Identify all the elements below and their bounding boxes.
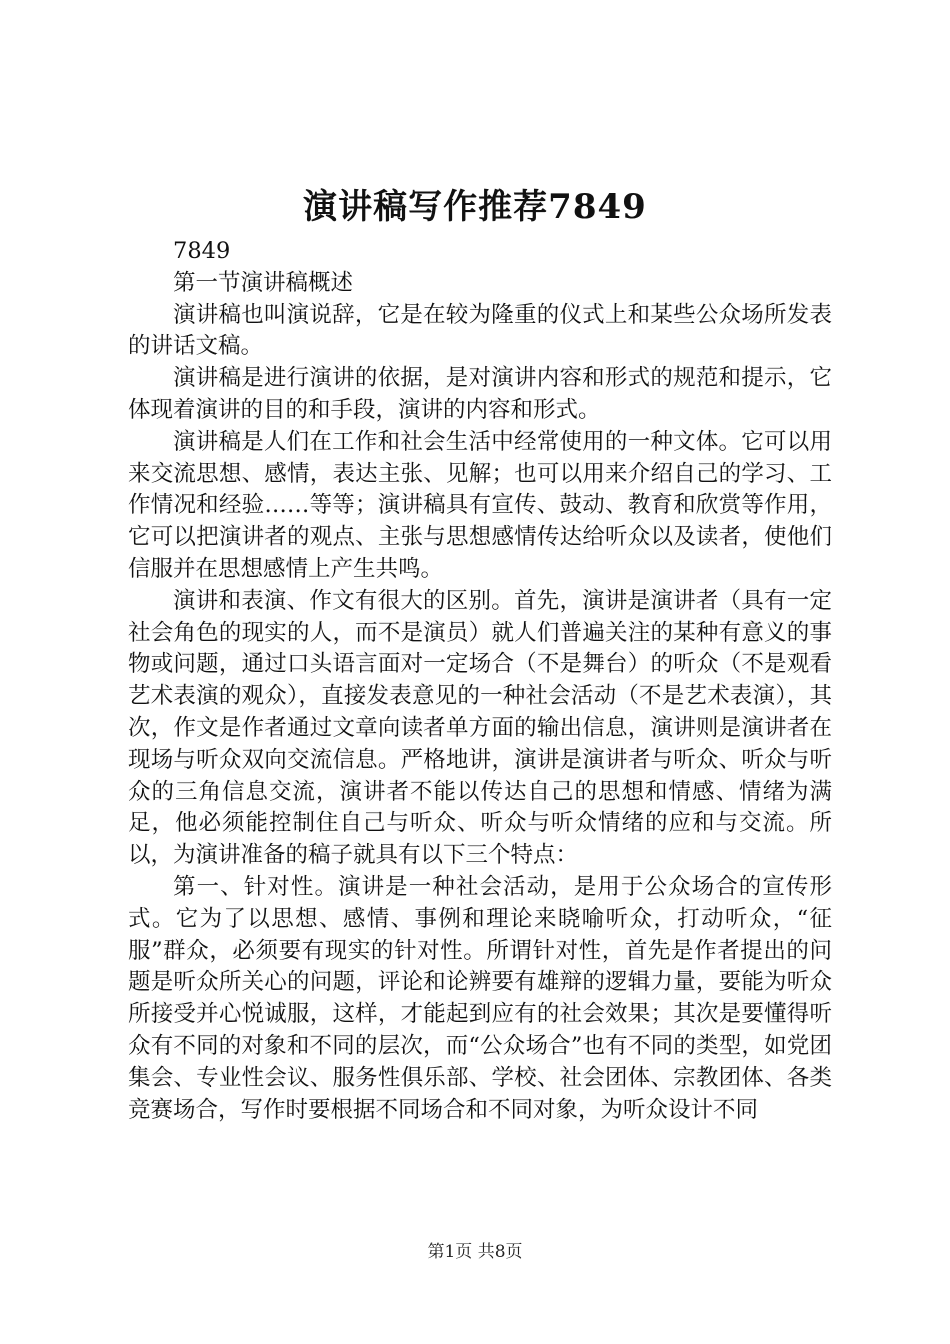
paragraph: 演讲稿也叫演说辞，它是在较为隆重的仪式上和某些公众场所发表的讲话文稿。 (128, 301, 832, 360)
document-body (128, 236, 832, 1126)
paragraph: 演讲稿是人们在工作和社会生活中经常使用的一种文体。它可以用来交流思想、感情，表达主张、见解；也可以用来介绍自己的学习、工作情况和经验……等等；演讲稿具有宣传、鼓动、教育和欣赏等作用，它可以把演讲者的观点、主张与思想感情传达给听众以及读者，使他们信服并在思想感情上产生共鸣。 (128, 428, 832, 582)
paragraph: 演讲和表演、作文有很大的区别。首先，演讲是演讲者（具有一定社会角色的现实的人，而不是演员）就人们普遍关注的某种有意义的事物或问题，通过口头语言面对一定场合（不是舞台）的听众（不是观看艺术表演的观众），直接发表意见的一种社会活动（不是艺术表演），其次，作文是作者通过文章向读者单方面的输出信息，演讲则是演讲者在现场与听众双向交流信息。严格地讲，演讲是演讲者与听众、听众与听众的三角信息交流，演讲者不能以传达自己的思想和情感、情绪为满足，他必须能控制住自己与听众、听众与听众情绪的应和与交流。所以，为演讲准备的稿子就具有以下三个特点： (128, 587, 832, 869)
paragraph: 演讲稿是进行演讲的依据，是对演讲内容和形式的规范和提示，它体现着演讲的目的和手段，演讲的内容和形式。 (128, 365, 832, 423)
paragraph-number: 7849 (173, 238, 231, 264)
page-footer: 第1页 共8页 (427, 1242, 523, 1262)
paragraph: 第一、针对性。演讲是一种社会活动，是用于公众场合的宣传形式。它为了以思想、感情、事例和理论来晓喻听众，打动听众，“征服”群众，必须要有现实的针对性。所谓针对性，首先是作者提出的问题是听众所关心的问题，评论和论辨要有雄辩的逻辑力量，要能为听众所接受并心悦诚服，这样，才能起到应有的社会效果；其次是要懂得听众有不同的对象和不同的层次，而“公众场合”也有不同的类型，如党团集会、专业性会议、服务性俱乐部、学校、社会团体、宗教团体、各类竞赛场合，写作时要根据不同场合和不同对象，为听众设计不同 (128, 873, 832, 1123)
document-title: 演讲稿写作推荐7849 (303, 187, 647, 227)
section-heading: 第一节演讲稿概述 (173, 269, 354, 296)
